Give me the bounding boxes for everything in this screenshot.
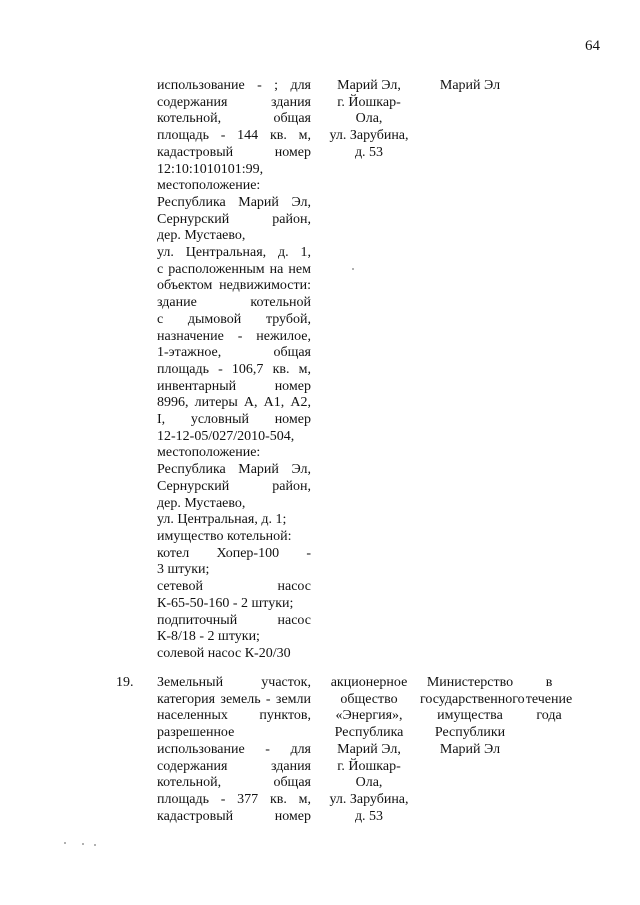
owner-column (322, 675, 416, 825)
authority-line: государственного (420, 691, 525, 707)
description-line: объектом недвижимости: (157, 278, 311, 294)
authority-line: Марий Эл (439, 741, 501, 757)
description-line: ул. Центральная, д. 1, (157, 245, 311, 261)
authority-line: Марий Эл (439, 78, 501, 93)
property-description (157, 78, 311, 663)
description-line: использование - ; для (157, 78, 311, 93)
owner-line: Ола, (355, 111, 383, 127)
term-column (525, 675, 573, 725)
description-line: разрешенное (157, 725, 235, 741)
description-line: Сернурский район, (157, 478, 311, 494)
description-line: площадь - 106,7 кв. м, (157, 361, 311, 377)
description-line: 12-12-05/027/2010-504, (157, 428, 295, 444)
authority-column (420, 78, 520, 95)
description-line: дер. Мустаево, (157, 495, 246, 511)
description-line: населенных пунктов, (157, 708, 311, 724)
description-line: имущество котельной: (157, 528, 292, 544)
description-line: котельной, общая (157, 775, 311, 791)
description-line: котел Хопер-100 - (157, 545, 311, 561)
description-line: содержания здания (157, 758, 311, 774)
scan-speck (64, 842, 66, 844)
term-line: течение (525, 691, 573, 707)
description-line: с дымовой трубой, (157, 311, 311, 327)
owner-line: Ола, (355, 775, 383, 791)
owner-line: Марий Эл, (337, 78, 401, 93)
owner-line: акционерное (330, 675, 408, 690)
description-line: использование - для (157, 741, 311, 757)
authority-line: Республики (434, 725, 506, 741)
owner-column (322, 78, 416, 162)
row-number: 19. (116, 675, 134, 690)
term-line: в (545, 675, 553, 690)
description-line: содержания здания (157, 94, 311, 110)
description-line: местоположение: (157, 178, 261, 194)
description-line: солевой насос К-20/30 (157, 645, 291, 661)
description-line: 8996, литеры А, А1, А2, (157, 395, 311, 411)
description-line: К-65-50-160 - 2 штуки; (157, 595, 294, 611)
description-line: сетевой насос (157, 579, 311, 595)
authority-line: имущества (437, 708, 503, 724)
owner-line: Марий Эл, (337, 741, 401, 757)
scan-speck (352, 268, 354, 270)
owner-line: д. 53 (354, 808, 384, 824)
description-line: здание котельной (157, 295, 311, 311)
description-line: I, условный номер (157, 412, 311, 428)
owner-line: г. Йошкар- (337, 94, 401, 110)
owner-line: общество (340, 691, 398, 707)
term-line: года (536, 708, 562, 724)
description-line: Земельный участок, (157, 675, 311, 690)
description-line: площадь - 377 кв. м, (157, 791, 311, 807)
description-line: кадастровый номер (157, 144, 311, 160)
description-line: 3 штуки; (157, 562, 210, 578)
description-line: площадь - 144 кв. м, (157, 128, 311, 144)
description-line: 12:10:1010101:99, (157, 161, 264, 177)
owner-line: Республика (334, 725, 404, 741)
description-line: с расположенным на нем (157, 261, 311, 277)
description-line: подпиточный насос (157, 612, 311, 628)
description-line: местоположение: (157, 445, 261, 461)
description-line: Республика Марий Эл, (157, 462, 311, 478)
property-description (157, 675, 311, 825)
description-line: ул. Центральная, д. 1; (157, 512, 287, 528)
scan-speck (82, 843, 84, 845)
description-line: дер. Мустаево, (157, 228, 246, 244)
description-line: котельной, общая (157, 111, 311, 127)
description-line: назначение - нежилое, (157, 328, 311, 344)
owner-line: «Энергия», (335, 708, 403, 724)
description-line: Республика Марий Эл, (157, 194, 311, 210)
owner-line: ул. Зарубина, (329, 791, 409, 807)
owner-line: ул. Зарубина, (329, 128, 409, 144)
description-line: Сернурский район, (157, 211, 311, 227)
description-line: 1-этажное, общая (157, 345, 311, 361)
authority-line: Министерство (426, 675, 514, 690)
description-line: категория земель - земли (157, 691, 311, 707)
description-line: инвентарный номер (157, 378, 311, 394)
description-line: К-8/18 - 2 штуки; (157, 629, 260, 645)
page-number: 64 (585, 38, 600, 54)
owner-line: д. 53 (354, 144, 384, 160)
authority-column (420, 675, 525, 759)
owner-line: г. Йошкар- (337, 758, 401, 774)
scan-speck (94, 844, 96, 846)
description-line: кадастровый номер (157, 808, 311, 824)
